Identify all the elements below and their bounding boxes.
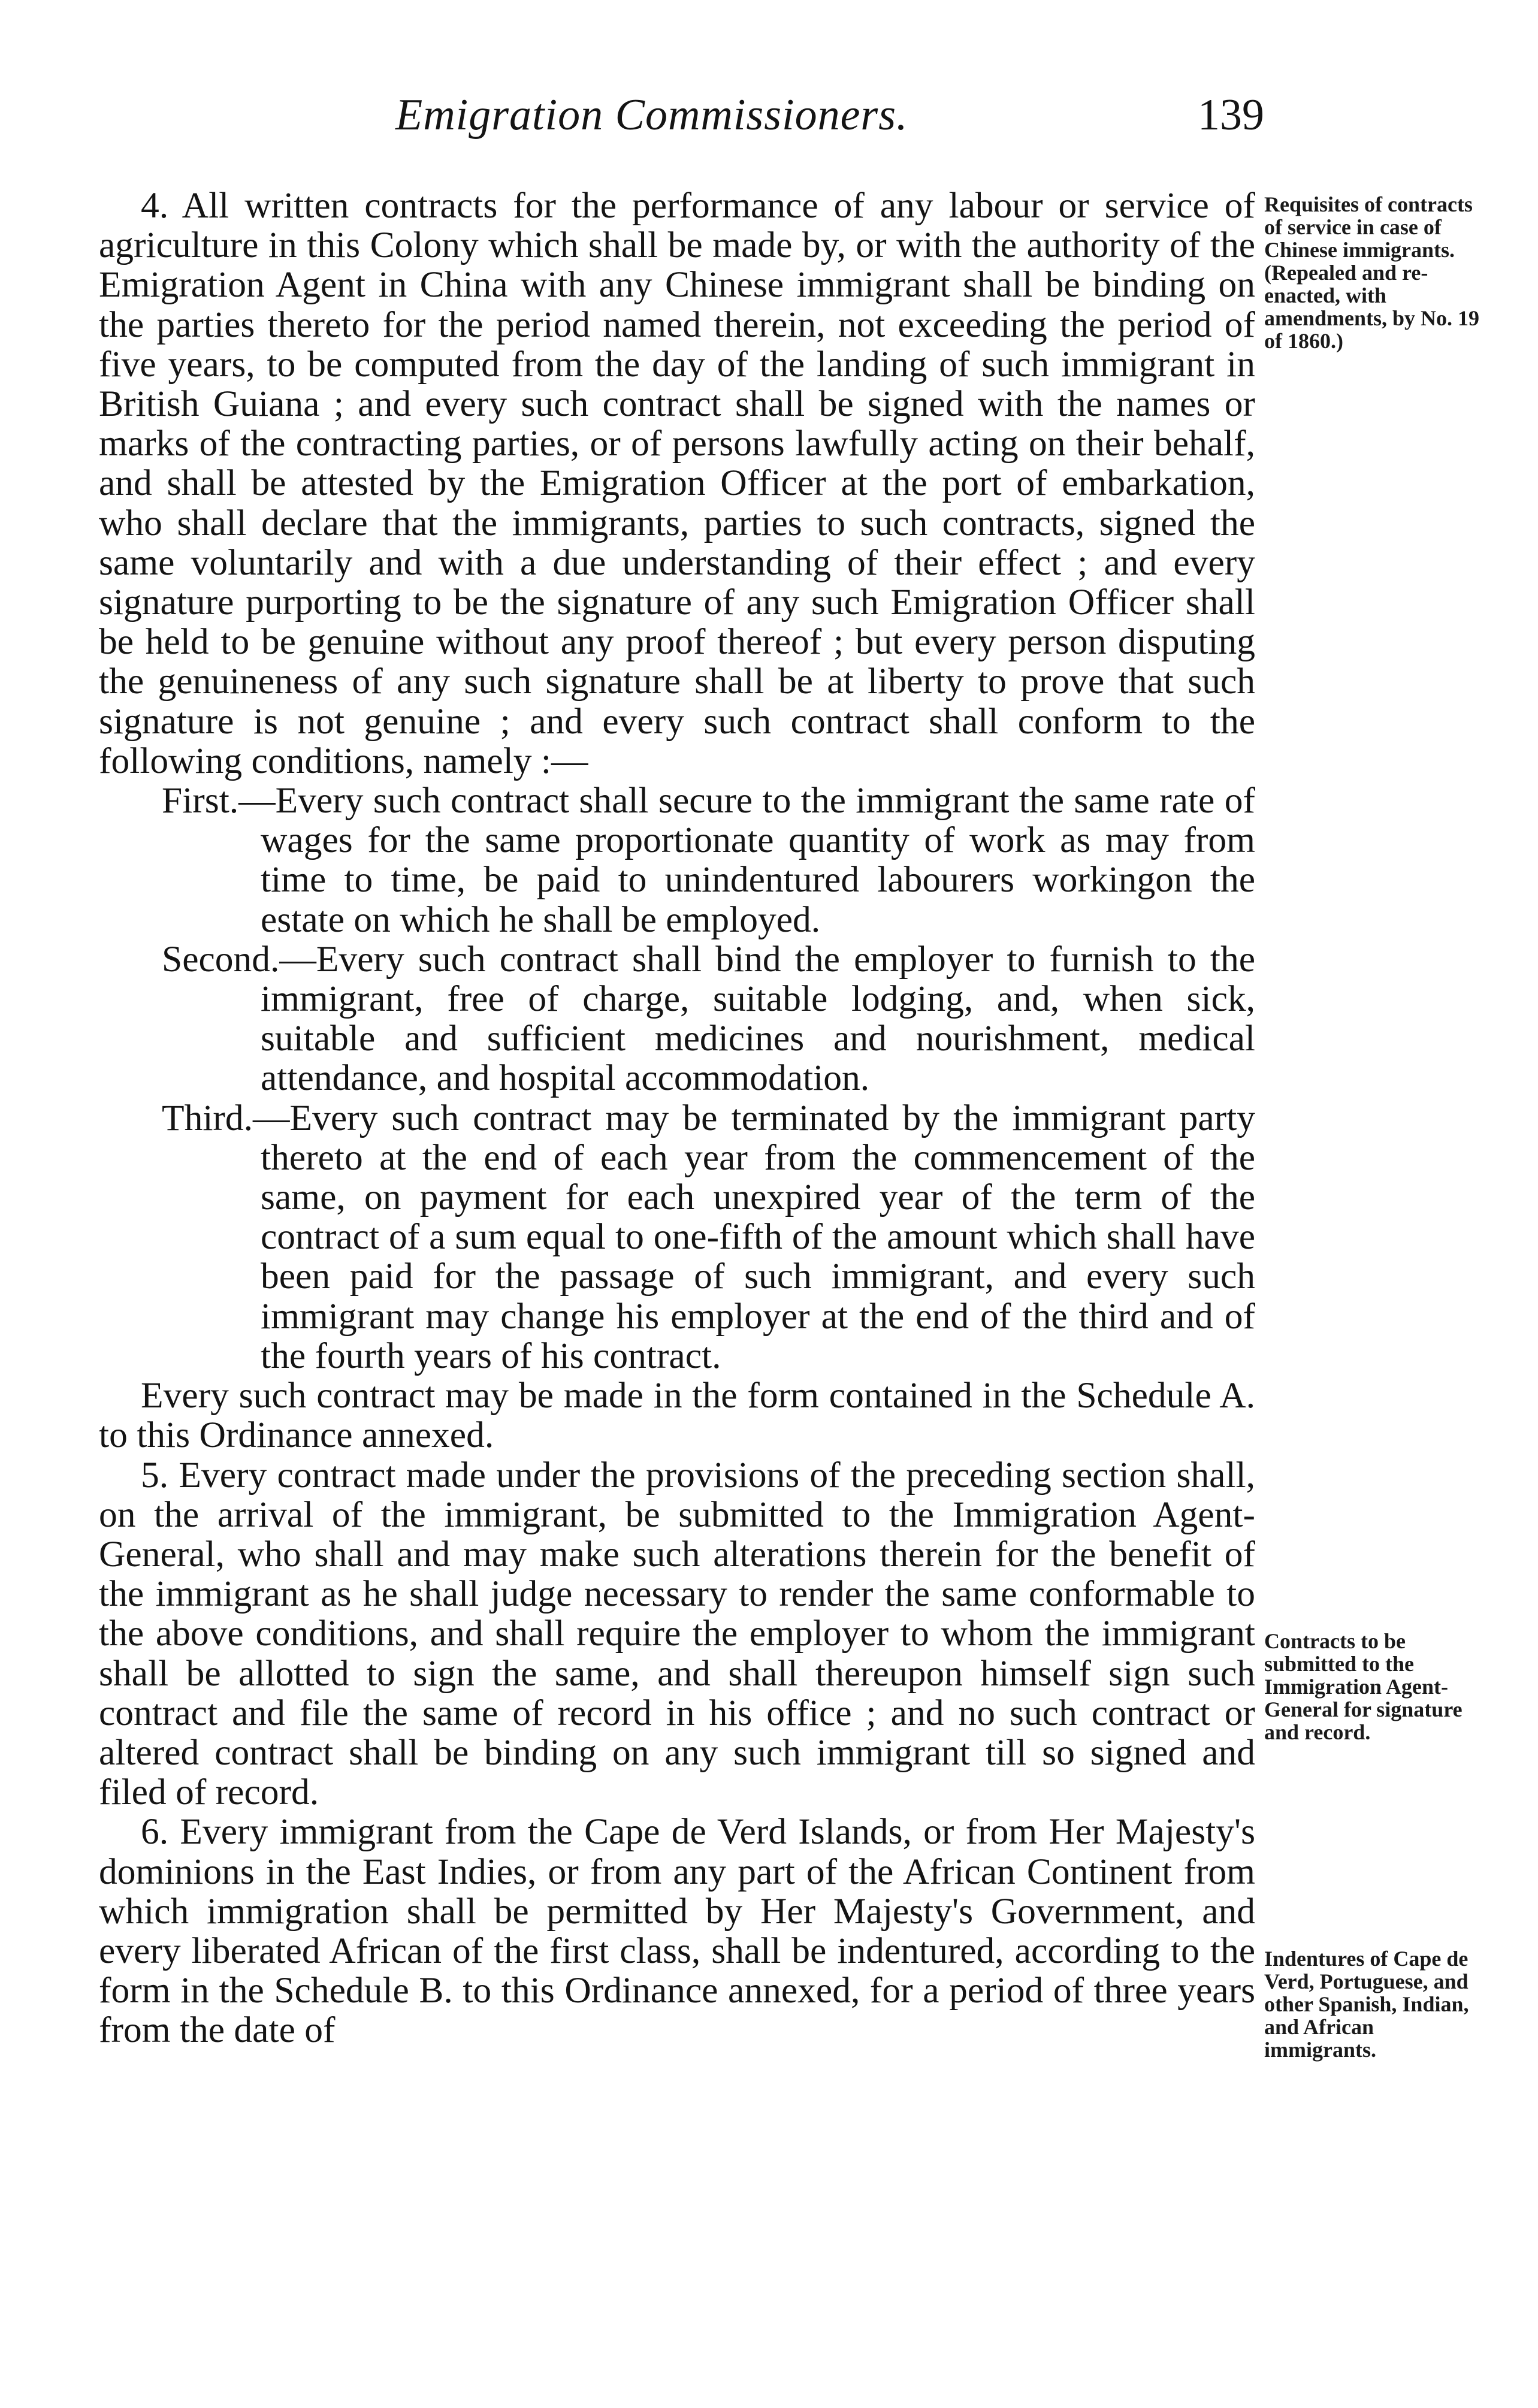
condition-first: First.—Every such contract shall secure to the immigrant the same rate of wages for the same proportionate quantity of work as may from time to time, be paid to unindentured labourers workingon the estate on which he shall be employed.: [162, 780, 1255, 940]
section-5-paragraph: 5. Every contract made under the provisions of the preceding section shall, on the arrival of the immigrant, be submitted to the Immigration Agent-General, who shall and may make such alterations therein for the benefit of the immigrant as he shall judge necessary to render the same conformable to the above conditions, and shall require the employer to whom the immigrant shall be allotted to sign the same, and shall thereupon himself sign such contract and file the same of record in his office ; and no such contract or altered contract shall be binding on any such immigrant till so signed and filed of record.: [99, 1454, 1255, 1813]
running-title: Emigration Commissioners.: [395, 90, 908, 140]
sidenote-contracts-submitted: Contracts to be submitted to the Immigration Agent-General for signature and record.: [1264, 1629, 1463, 1744]
section-4-paragraph: 4. All written contracts for the performance of any labour or service of agriculture in this Colony which shall be made by, or with the authority of the Emigration Agent in China with any Chinese immigrant shall be binding on the parties thereto for the period named therein, not exceeding the period of five years, to be computed from the day of the landing of such immigrant in British Guiana ; and every such contract shall be signed with the names or marks of the contracting parties, or of persons lawfully acting on their behalf, and shall be attested by the Emigration Officer at the port of embarkation, who shall declare that the immigrants, parties to such contracts, signed the same voluntarily and with a due understanding of their effect ; and every signature purporting to be the signature of any such Emigration Officer shall be held to be genuine without any proof thereof ; but every person disputing the genuineness of any such signature shall be at liberty to prove that such signature is not genuine ; and every such contract shall conform to the following conditions, namely :—: [99, 185, 1255, 781]
section-6-paragraph: 6. Every immigrant from the Cape de Verd Islands, or from Her Majesty's dominions in the East Indies, or from any part of the African Continent from which immigration shall be permitted by Her Majesty's Government, and every liberated African of the first class, shall be indentured, according to the form in the Schedule B. to this Ordinance annexed, for a period of three years from the date of: [99, 1811, 1255, 2051]
sidenote-indentures: Indentures of Cape de Verd, Portuguese, and other Spanish, Indian, and African immigrants.: [1264, 1947, 1469, 2062]
page-number: 139: [1198, 90, 1264, 140]
condition-second: Second.—Every such contract shall bind the employer to furnish to the immigrant, free of charge, suitable lodging, and, when sick, suitable and sufficient medicines and nourishment, medical attendance, and hospital accommodation.: [162, 938, 1255, 1099]
sidenote-chinese-contracts: Requisites of contracts of service in case of Chinese immigrants. (Repealed and re-enacted, with amendments, by No. 19 of 1860.): [1264, 192, 1480, 353]
page-header: [96, 90, 1264, 144]
main-text: [99, 186, 1255, 2050]
section-4-closing: Every such contract may be made in the form contained in the Schedule A. to this Ordinance annexed.: [99, 1375, 1255, 1456]
condition-third: Third.—Every such contract may be terminated by the immigrant party thereto at the end of each year from the commencement of the same, on payment for each unexpired year of the term of the contract of a sum equal to one-fifth of the amount which shall have been paid for the passage of such immigrant, and every such immigrant may change his employer at the end of the third and of the fourth years of his contract.: [162, 1097, 1255, 1376]
